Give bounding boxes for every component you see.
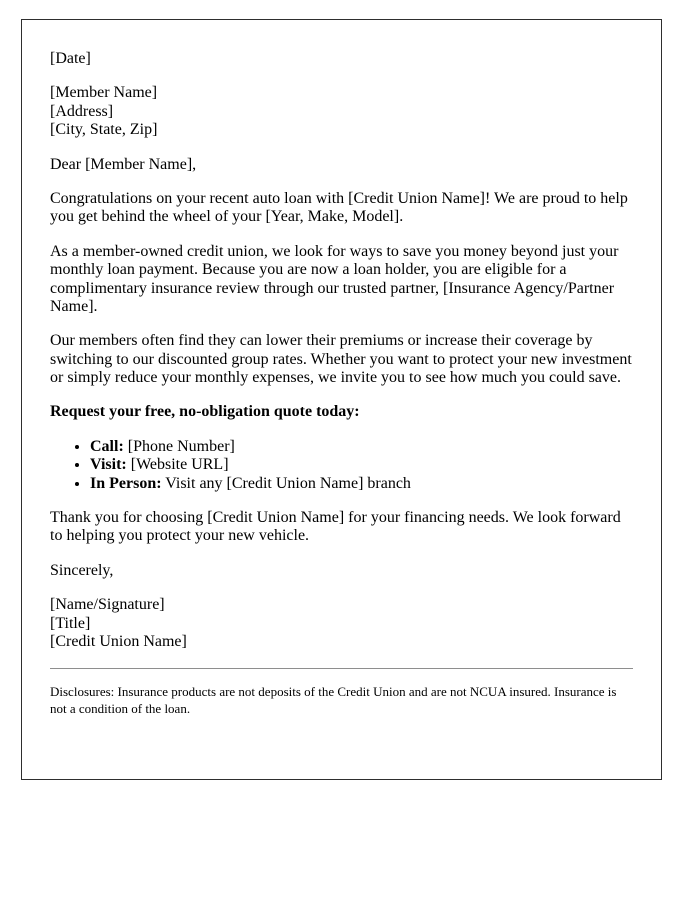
recipient-address: [Address]: [50, 102, 114, 120]
contact-label-call: Call:: [90, 437, 124, 455]
signature-name: [Name/Signature]: [50, 596, 165, 614]
disclosure-divider: [50, 668, 633, 669]
list-item-in-person: [90, 475, 633, 493]
paragraph-savings: Our members often find they can lower their premiums or increase their coverage by switching to our discounted group rates. Whether you want to protect your new investment or simply reduce your monthly expenses, we invite you to see how much you could save.: [50, 332, 632, 387]
letter-date: [Date]: [50, 50, 91, 67]
cta-heading: Request your free, no-obligation quote today:: [50, 403, 360, 421]
closing-paragraph: Thank you for choosing [Credit Union Name] for your financing needs. We look forward to helping you protect your new vehicle.: [50, 509, 621, 545]
recipient-name: [Member Name]: [50, 84, 158, 102]
contact-value-in-person: Visit any [Credit Union Name] branch: [165, 474, 411, 492]
salutation: Dear [Member Name],: [50, 155, 197, 173]
recipient-city-state-zip: [City, State, Zip]: [50, 121, 158, 139]
list-item-call: [90, 438, 633, 456]
signature-block: [50, 596, 633, 651]
contact-label-visit: Visit:: [90, 456, 127, 474]
contact-label-in-person: In Person:: [90, 474, 162, 492]
contact-value-call: [Phone Number]: [127, 437, 235, 455]
letter-template-page: [21, 19, 662, 780]
contact-options-list: [50, 438, 633, 493]
paragraph-congratulations: Congratulations on your recent auto loan with [Credit Union Name]! We are proud to help you get behind the wheel of your [Year, Make, Model].: [50, 189, 628, 226]
signature-title: [Title]: [50, 614, 91, 632]
list-item-visit: [90, 456, 633, 474]
paragraph-membership-benefit: As a member-owned credit union, we look for ways to save you money beyond just your monthly loan payment. Because you are now a loan holder, you are eligible for a complimentary insurance review through our trusted partner, [Insurance Agency/Partner Name].: [50, 242, 619, 315]
contact-value-visit: [Website URL]: [130, 456, 229, 474]
signature-organization: [Credit Union Name]: [50, 632, 187, 650]
signoff: Sincerely,: [50, 561, 114, 579]
recipient-address-block: [50, 84, 633, 139]
disclosures-text: Disclosures: Insurance products are not deposits of the Credit Union and are not NCUA insured. Insurance is not a condition of the loan.: [50, 684, 617, 717]
